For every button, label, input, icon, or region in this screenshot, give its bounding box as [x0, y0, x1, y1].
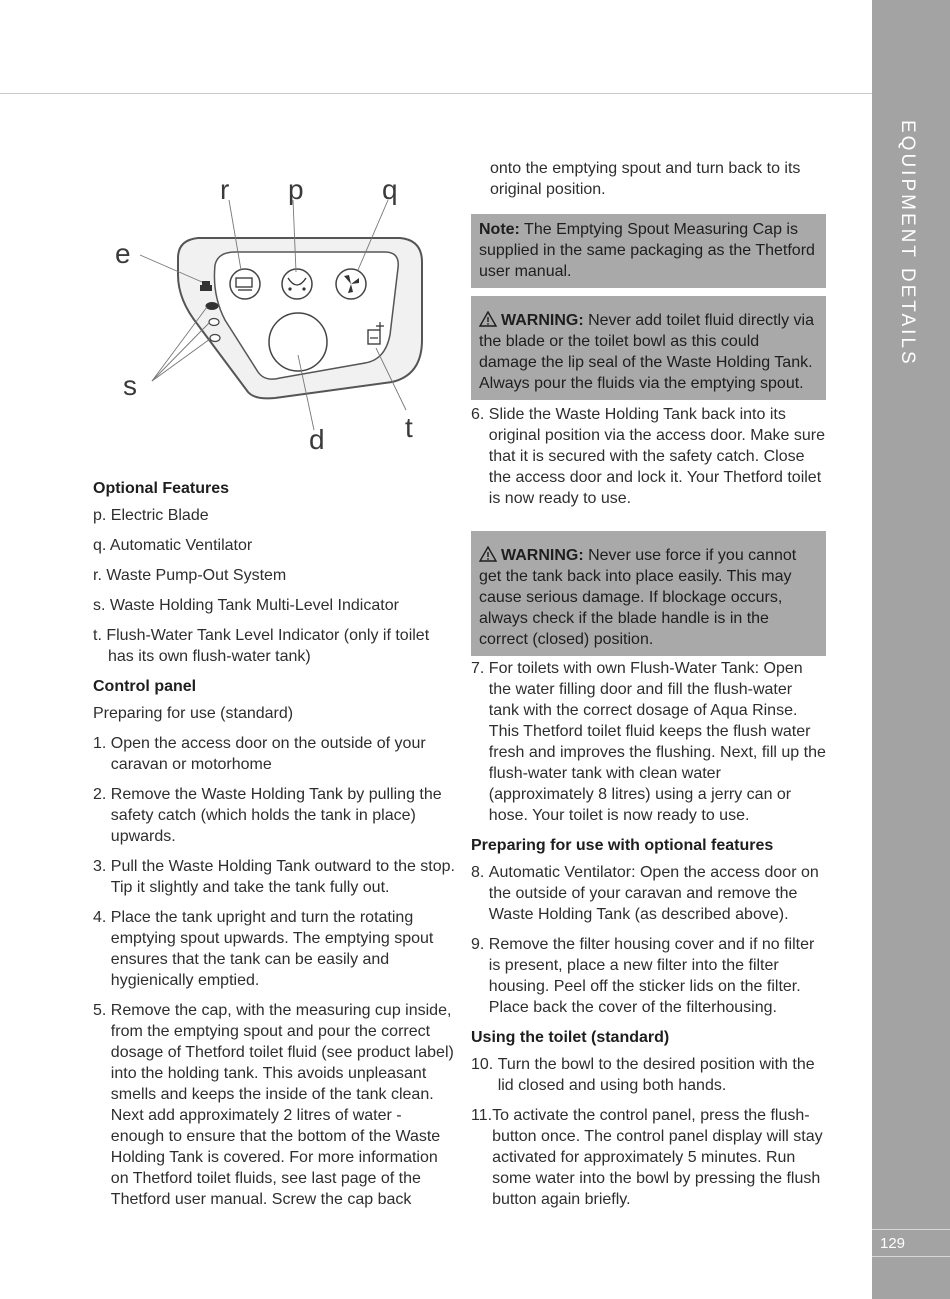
note-box — [471, 214, 826, 288]
feature-item: s. Waste Holding Tank Multi-Level Indicator — [93, 597, 399, 614]
warning-box — [471, 531, 826, 656]
control-panel-subheading: Preparing for use (standard) — [93, 705, 294, 722]
label-t: t — [405, 412, 413, 443]
right-column — [471, 158, 826, 1219]
continuation-text: onto the emptying spout and turn back to its original position. — [490, 160, 801, 198]
led-level-3 — [210, 335, 220, 342]
list-item: 11. To activate the control panel, press the flush-button once. The control panel display will stay activated for approximately 5 minutes. Run some water into the bowl by pressing the flush button again briefly. — [471, 1107, 823, 1208]
warning-label: WARNING: — [501, 547, 584, 564]
list-item: 6. Slide the Waste Holding Tank back into its original position via the access door. Make sure that it is secured with the safety catch. Close the access door and lock it. Your Thetford toilet is now ready to use. — [471, 406, 825, 507]
top-rule — [0, 93, 872, 94]
control-panel-diagram — [100, 160, 440, 465]
optional-features-use-heading: Preparing for use with optional features — [471, 837, 774, 854]
optional-features-heading: Optional Features — [93, 480, 230, 497]
feature-item: q. Automatic Ventilator — [93, 537, 253, 554]
blade-button — [282, 269, 312, 299]
page-number: 129 — [880, 1235, 906, 1252]
list-item: 7. For toilets with own Flush-Water Tank: Open the water filling door and fill the flush-water tank with the correct dosage of Aqua Rinse. This Thetford toilet fluid keeps the flush water fresh and improves the flushing. Next, fill up the flush-water tank with clean water (approximately 8 litres) using a jerry can or hose. Your toilet is now ready to use. — [471, 660, 826, 824]
label-e: e — [115, 238, 131, 269]
list-item: 5. Remove the cap, with the measuring cup inside, from the emptying spout and pour the correct dosage of Thetford toilet fluid (see product label) into the holding tank. This avoids unpleasant smells and keeps the inside of the tank clean. Next add approximately 2 litres of water - enough to ensure that the bottom of the Waste Holding Tank is covered. For more information on Thetford toilet fluids, see last page of the Thetford user manual. Screw the cap back — [93, 1002, 454, 1208]
feature-item: p. Electric Blade — [93, 507, 209, 524]
warning-text: Never add toilet fluid directly via the blade or the toilet bowl as this could damage the lip seal of the Waste Holding Tank. Always pour the fluids via the emptying spout. — [479, 312, 814, 392]
list-item: 3. Pull the Waste Holding Tank outward to the stop. Tip it slightly and take the tank fully out. — [93, 858, 455, 896]
control-panel-heading: Control panel — [93, 678, 197, 695]
control-panel-illustration — [100, 160, 440, 465]
label-q: q — [382, 174, 398, 205]
list-item: 8. Automatic Ventilator: Open the access door on the outside of your caravan and remove the Waste Holding Tank (as described above). — [471, 864, 819, 923]
list-item: 10. Turn the bowl to the desired position with the lid closed and using both hands. — [471, 1056, 815, 1094]
left-column — [93, 478, 458, 1219]
flush-button — [269, 313, 327, 371]
warning-icon — [479, 546, 497, 562]
label-d: d — [309, 424, 325, 455]
list-item: 1. Open the access door on the outside of your caravan or motorhome — [93, 735, 426, 773]
using-toilet-heading: Using the toilet (standard) — [471, 1029, 670, 1046]
feature-item: t. Flush-Water Tank Level Indicator (only if toilet has its own flush-water tank) — [93, 627, 430, 665]
warning-label: WARNING: — [501, 312, 584, 329]
page-number-box — [872, 1229, 950, 1257]
led-level-2 — [209, 319, 219, 326]
pump-out-button — [230, 269, 260, 299]
list-item: 9. Remove the filter housing cover and if no filter is present, place a new filter into the filter housing. Peel off the sticker lids on the filter. Place back the cover of the filterhousing. — [471, 936, 815, 1016]
note-text: The Emptying Spout Measuring Cap is supplied in the same packaging as the Thetford user manual. — [479, 221, 815, 280]
list-item: 4. Place the tank upright and turn the rotating emptying spout upwards. The emptying spout ensures that the tank can be easily and hygienically emptied. — [93, 909, 434, 989]
feature-item: r. Waste Pump-Out System — [93, 567, 287, 584]
warning-icon — [479, 311, 497, 327]
warning-text: Never use force if you cannot get the tank back into place easily. This may cause serious damage. If blockage occurs, always check if the blade handle is in the correct (closed) position. — [479, 547, 797, 648]
section-title: EQUIPMENT DETAILS — [897, 120, 918, 367]
list-item: 2. Remove the Waste Holding Tank by pulling the safety catch (which holds the tank in place) upwards. — [93, 786, 442, 845]
led-level-1 — [206, 303, 218, 310]
label-s: s — [123, 370, 137, 401]
label-p: p — [288, 174, 304, 205]
note-label: Note: — [479, 221, 520, 238]
side-tab — [872, 0, 950, 1299]
label-r: r — [220, 174, 230, 205]
warning-box — [471, 296, 826, 400]
